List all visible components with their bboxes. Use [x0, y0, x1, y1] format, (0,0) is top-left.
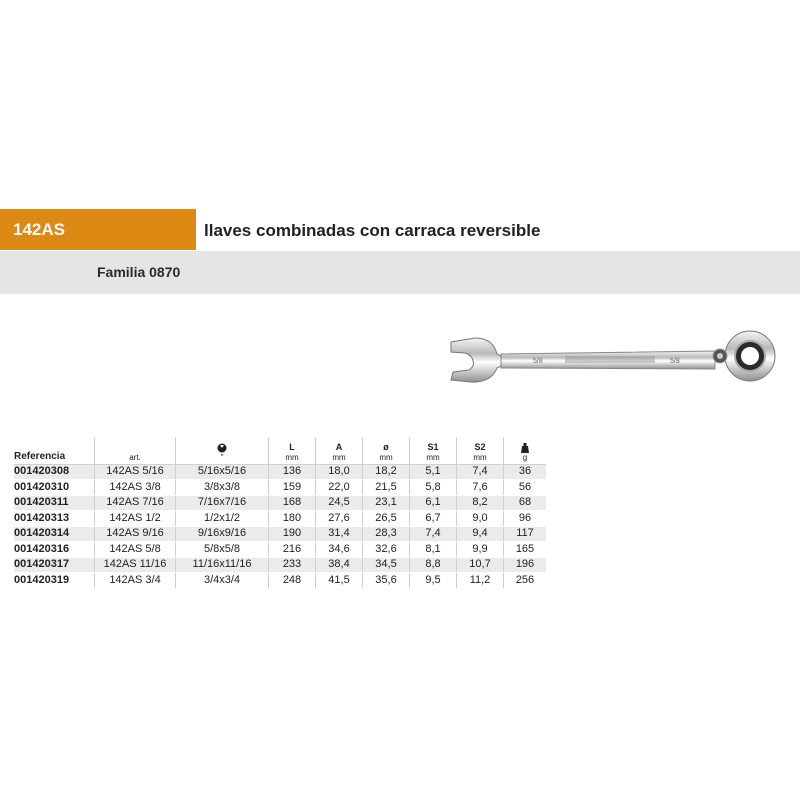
wrench-engraving: 5/8: [533, 358, 543, 365]
header-article: art.: [95, 437, 176, 464]
cell-diameter: 35,6: [363, 573, 410, 589]
cell-article: 142AS 1/2: [95, 511, 176, 527]
cell-s2: 7,4: [457, 464, 504, 480]
cell-size: 3/8x3/8: [176, 480, 269, 496]
table-row: [14, 573, 546, 589]
cell-s1: 9,5: [410, 573, 457, 589]
cell-open-width: 38,4: [316, 557, 363, 573]
cell-reference: 001420314: [14, 526, 95, 542]
header-s1: S1 mm: [410, 437, 457, 464]
cell-article: 142AS 9/16: [95, 526, 176, 542]
cell-reference: 001420313: [14, 511, 95, 527]
weight-icon: [521, 443, 529, 453]
header-open-width: A mm: [316, 437, 363, 464]
cell-s1: 6,1: [410, 495, 457, 511]
cell-article: 142AS 3/8: [95, 480, 176, 496]
cell-diameter: 34,5: [363, 557, 410, 573]
header-reference: Referencia: [14, 437, 95, 464]
cell-weight: 196: [504, 557, 547, 573]
cell-s1: 8,1: [410, 542, 457, 558]
cell-s1: 5,8: [410, 480, 457, 496]
cell-weight: 256: [504, 573, 547, 589]
cell-diameter: 18,2: [363, 464, 410, 480]
product-title: llaves combinadas con carraca reversible: [204, 221, 541, 240]
header-size: ": [176, 437, 269, 464]
family-bar: [0, 251, 800, 294]
cell-weight: 36: [504, 464, 547, 480]
table-row: [14, 511, 546, 527]
cell-length: 233: [269, 557, 316, 573]
cell-article: 142AS 5/8: [95, 542, 176, 558]
cell-length: 180: [269, 511, 316, 527]
wrench-size-icon: [217, 443, 227, 453]
cell-article: 142AS 3/4: [95, 573, 176, 589]
cell-s2: 9,4: [457, 526, 504, 542]
cell-diameter: 23,1: [363, 495, 410, 511]
cell-article: 142AS 7/16: [95, 495, 176, 511]
cell-diameter: 21,5: [363, 480, 410, 496]
cell-size: 3/4x3/4: [176, 573, 269, 589]
header-weight: g: [504, 437, 547, 464]
cell-diameter: 26,5: [363, 511, 410, 527]
cell-size: 5/8x5/8: [176, 542, 269, 558]
cell-weight: 117: [504, 526, 547, 542]
table-row: [14, 464, 546, 480]
cell-open-width: 27,6: [316, 511, 363, 527]
product-code: 142AS: [0, 209, 196, 250]
cell-weight: 56: [504, 480, 547, 496]
cell-length: 190: [269, 526, 316, 542]
cell-s2: 7,6: [457, 480, 504, 496]
family-label: Familia 0870: [97, 264, 181, 280]
cell-s2: 8,2: [457, 495, 504, 511]
cell-open-width: 34,6: [316, 542, 363, 558]
cell-open-width: 24,5: [316, 495, 363, 511]
cell-s2: 11,2: [457, 573, 504, 589]
cell-reference: 001420310: [14, 480, 95, 496]
cell-article: 142AS 5/16: [95, 464, 176, 480]
cell-open-width: 41,5: [316, 573, 363, 589]
table-row: [14, 526, 546, 542]
cell-length: 159: [269, 480, 316, 496]
cell-size: 1/2x1/2: [176, 511, 269, 527]
cell-s2: 9,0: [457, 511, 504, 527]
cell-s1: 8,8: [410, 557, 457, 573]
cell-reference: 001420308: [14, 464, 95, 480]
cell-length: 136: [269, 464, 316, 480]
cell-s2: 10,7: [457, 557, 504, 573]
cell-reference: 001420319: [14, 573, 95, 589]
table-header-row: [14, 437, 546, 464]
cell-size: 11/16x11/16: [176, 557, 269, 573]
table-row: [14, 542, 546, 558]
wrench-engraving: 5/8: [670, 358, 680, 365]
cell-size: 5/16x5/16: [176, 464, 269, 480]
cell-length: 168: [269, 495, 316, 511]
header-s2: S2 mm: [457, 437, 504, 464]
cell-size: 7/16x7/16: [176, 495, 269, 511]
header-diameter: ø mm: [363, 437, 410, 464]
cell-open-width: 18,0: [316, 464, 363, 480]
cell-diameter: 32,6: [363, 542, 410, 558]
cell-diameter: 28,3: [363, 526, 410, 542]
cell-length: 248: [269, 573, 316, 589]
product-header: [0, 209, 800, 250]
cell-weight: 96: [504, 511, 547, 527]
table-row: [14, 557, 546, 573]
cell-s1: 7,4: [410, 526, 457, 542]
combination-ratchet-wrench-icon: [445, 328, 780, 390]
cell-article: 142AS 11/16: [95, 557, 176, 573]
cell-s1: 5,1: [410, 464, 457, 480]
specification-table: [14, 437, 546, 589]
cell-s2: 9,9: [457, 542, 504, 558]
cell-s1: 6,7: [410, 511, 457, 527]
table-row: [14, 495, 546, 511]
cell-weight: 165: [504, 542, 547, 558]
table-row: [14, 480, 546, 496]
cell-size: 9/16x9/16: [176, 526, 269, 542]
cell-open-width: 31,4: [316, 526, 363, 542]
cell-weight: 68: [504, 495, 547, 511]
cell-open-width: 22,0: [316, 480, 363, 496]
cell-length: 216: [269, 542, 316, 558]
cell-reference: 001420317: [14, 557, 95, 573]
cell-reference: 001420316: [14, 542, 95, 558]
header-length: L mm: [269, 437, 316, 464]
cell-reference: 001420311: [14, 495, 95, 511]
